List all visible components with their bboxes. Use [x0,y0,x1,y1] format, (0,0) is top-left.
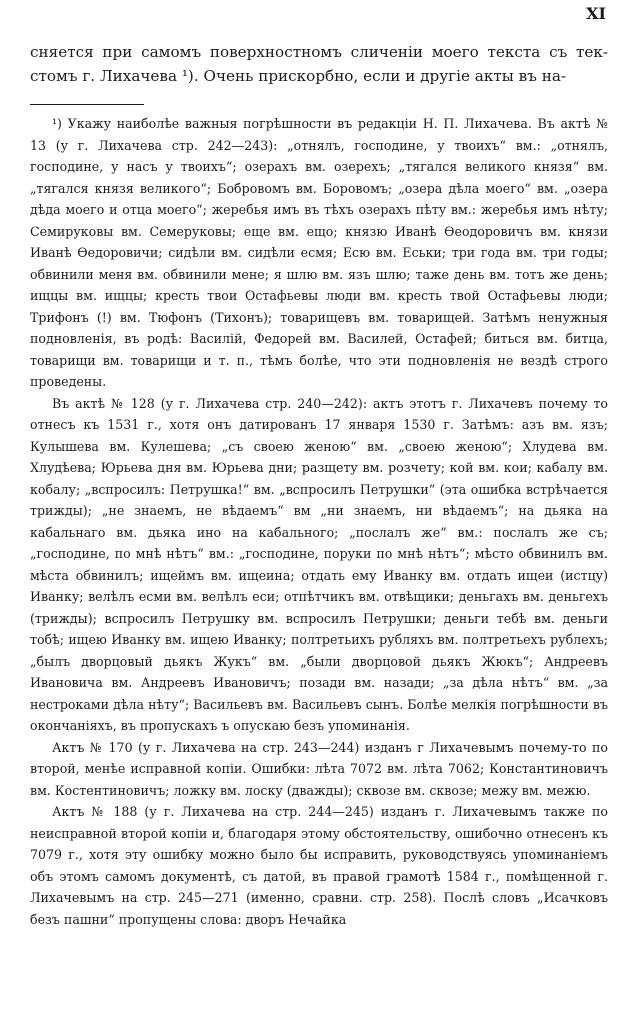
footnote-paragraph: Въ актѣ № 128 (у г. Лихачева стр. 240—242): актъ этотъ г. Лихачевъ почему то отнесъ къ 1531 г., хотя онъ датированъ 17 января 1530 г. Затѣмъ: азъ вм. язъ; Кулышева вм. Кулешева; „съ своею женою“ вм. „своею женою“; Хлудева вм. Хлудѣева; Юрьева дня вм. Юрьева дни; разщету вм. розчету; кой вм. кои; кабалу вм. кобалу; „вспросилъ: Петрушка!“ вм. „вспросилъ Петрушки“ (эта ошибка встрѣчается трижды); „не знаемъ, не вѣдаемъ“ вм „ни знаемъ, ни вѣдаемъ“; на дьяка на кабальнаго вм. дьяка ино на кабального; „послалъ же“ вм.: послалъ же съ; „господине, по мнѣ нѣтъ“ вм.: „господине, поруки по мнѣ нѣтъ“; мѣсто обвинилъ вм. мѣста обвинилъ; ищеймъ вм. ищеина; отдать ему Иванку вм. отдать ищеи (истцу) Иванку; велѣлъ есми вм. велѣлъ еси; отпѣтчикъ вм. отвѣщики; деньгахъ вм. деньгехъ (трижды); вспросилъ Петрушку вм. вспросилъ Петрушки; деньги тебѣ вм. деньги тобѣ; ищею Иванку вм. ищею Иванку; полтретьихъ рубляхъ вм. полтретьехъ рублехъ; „былъ дворцовый дьякъ Жукъ“ вм. „были дворцовой дьякъ Жюкъ“; Андреевъ Ивановича вм. Андреевъ Ивановичъ; позади вм. назади; „за дѣла нѣтъ“ вм. „за нестроками дѣла нѣту“; Васильевъ вм. Васильевъ сынъ. Болѣе мелкія погрѣшности въ окончаніяхъ, въ пропускахъ ъ опускаю безъ упоминанія. [30,395,608,733]
footnote-paragraph: Актъ № 170 (у г. Лихачева на стр. 243—244) изданъ г Лихачевымъ почему-то по второй, менѣе исправной копіи. Ошибки: лѣта 7072 вм. лѣта 7062; Константиновичъ вм. Костентиновичъ; ложку вм. лоску (дважды); сквозе вм. сквозе; межу вм. межю. [30,739,608,798]
footnote-divider [30,104,144,105]
main-text-line: стомъ г. Лихачева ¹). Очень прискорбно, если и другіе акты въ на- [30,67,567,85]
footnotes [30,113,608,930]
footnote-paragraph: Актъ № 188 (у г. Лихачева на стр. 244—245) изданъ г. Лихачевымъ также по неисправной второй копіи и, благодаря этому обстоятельству, ошибочно отнесенъ къ 7079 г., хотя эту ошибку можно было бы исправить, руководствуясь упоминаніемъ объ этомъ самомъ документѣ, съ датой, въ правой грамотѣ 1584 г., помѣщенной г. Лихачевымъ на стр. 245—271 (именно, сравни. стр. 258). Послѣ словъ „Исачковъ безъ пашни“ пропущены слова: дворъ Нечайка [30,804,608,927]
main-text [30,40,608,88]
main-text-line: сняется при самомъ поверхностномъ сличеніи моего текста съ тек- [30,43,608,61]
footnote-paragraph: ¹) Укажу наиболѣе важныя погрѣшности въ редакціи Н. П. Лихачева. Въ актѣ № 13 (у г. Лихачева стр. 242—243): „отнялъ, господине, у твоихъ“ вм.: „отнялъ, господине, у насъ у твоихъ“; озерахъ вм. озерехъ; „тягался великого князя“ вм. „тягался князя великого“; Бобровомъ вм. Боровомъ; „озера дѣла моего“ вм. „озера дѣда моего и отца моего“; жеребья имъ въ тѣхъ озерахъ пѣту вм.: жеребья имъ нѣту; Семируковы вм. Семеруковы; еще вм. ещо; князю Иванѣ Ѳеодоровичъ вм. князи Иванѣ Ѳедоровичи; сидѣли вм. сидѣли есмя; Есю вм. Еськи; три года вм. три годы; обвинили меня вм. обвинили мене; я шлю вм. язъ шлю; таже день вм. тотъ же день; ищцы вм. ищцы; кресть твои Остафьевы люди вм. кресть твой Остафьевы люди; Трифонъ (!) вм. Тюфонъ (Тихонъ); товарищевъ вм. товарищей. Затѣмъ ненужныя подновленія, въ родѣ: Василій, Федорей вм. Василей, Остафей; биться вм. битца, товарищи вм. товарищи и т. п., тѣмъ болѣе, что эти подновленія не вездѣ строго проведены. [30,116,608,389]
page-number: XI [586,4,606,23]
